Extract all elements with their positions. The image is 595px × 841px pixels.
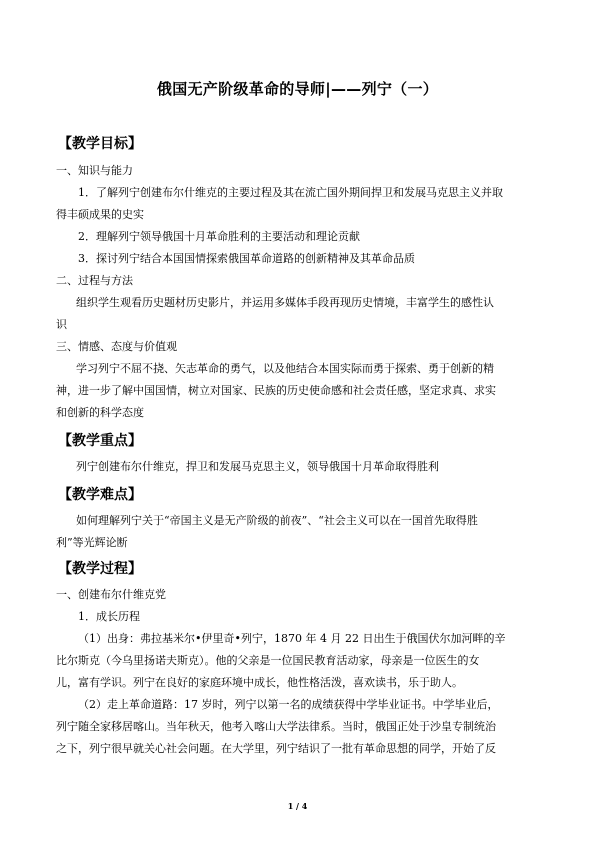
chapter-1-heading: 一、创建布尔什维克党 — [56, 588, 166, 601]
key-points-text: 列宁创建布尔什维克，捍卫和发展马克思主义，领导俄国十月革命取得胜利 — [76, 460, 439, 473]
page-number: 1 / 4 — [287, 801, 308, 811]
birth-line-2: 比尔斯克（今乌里扬诺夫斯克）。他的父亲是一位国民教育活动家，母亲是一位医生的女 — [56, 654, 480, 667]
goal-3: 3．探讨列宁结合本国国情探索俄国革命道路的创新精神及其革命品质 — [78, 252, 415, 265]
goal-1-line-1: 1．了解列宁创建布尔什维克的主要过程及其在流亡国外期间捍卫和发展马克思主义并取 — [78, 186, 503, 199]
heading-teaching-process: 【教学过程】 — [58, 561, 142, 577]
difficulties-line-1: 如何理解列宁关于“帝国主义是无产阶级的前夜”、“社会主义可以在一国首先取得胜 — [76, 514, 478, 527]
process-line-2: 识 — [56, 318, 67, 331]
heading-key-points: 【教学重点】 — [58, 433, 142, 449]
values-line-1: 学习列宁不屈不挠、矢志革命的勇气，以及他结合本国实际而勇于探索、勇于创新的精 — [76, 362, 494, 375]
section-process-method: 二、过程与方法 — [56, 274, 133, 287]
revolution-line-1: （2）走上革命道路：17 岁时，列宁以第一名的成绩获得中学毕业证书。中学毕业后， — [78, 698, 499, 711]
values-line-2: 神，进一步了解中国国情，树立对国家、民族的历史使命感和社会责任感，坚定求真、求实 — [56, 384, 496, 397]
birth-line-1: （1）出身：弗拉基米尔•伊里奇•列宁，1870 年 4 月 22 日出生于俄国伏尔加河畔的辛 — [78, 632, 506, 645]
birth-line-3: 儿，富有学识。列宁在良好的家庭环境中成长，他性格活泼，喜欢读书，乐于助人。 — [56, 676, 463, 689]
section-attitude-values: 三、情感、态度与价值观 — [56, 340, 177, 353]
process-line-1: 组织学生观看历史题材历史影片，并运用多媒体手段再现历史情境，丰富学生的感性认 — [76, 296, 494, 309]
page-title: 俄国无产阶级革命的导师|——列宁（一） — [156, 80, 439, 98]
values-line-3: 和创新的科学态度 — [56, 406, 144, 419]
heading-difficulties: 【教学难点】 — [58, 487, 142, 503]
revolution-line-3: 之下，列宁很早就关心社会问题。在大学里，列宁结识了一批有革命思想的同学，开始了反 — [56, 742, 496, 755]
revolution-line-2: 列宁随全家移居喀山。当年秋天，他考入喀山大学法律系。当时，俄国正处于沙皇专制统治 — [56, 720, 496, 733]
goal-2: 2．理解列宁领导俄国十月革命胜利的主要活动和理论贡献 — [78, 230, 360, 243]
subsection-growth: 1．成长历程 — [78, 610, 140, 623]
goal-1-line-2: 得丰硕成果的史实 — [56, 208, 144, 221]
heading-teaching-goals: 【教学目标】 — [58, 136, 142, 152]
section-knowledge: 一、知识与能力 — [56, 164, 133, 177]
difficulties-line-2: 利”等光辉论断 — [56, 536, 128, 549]
